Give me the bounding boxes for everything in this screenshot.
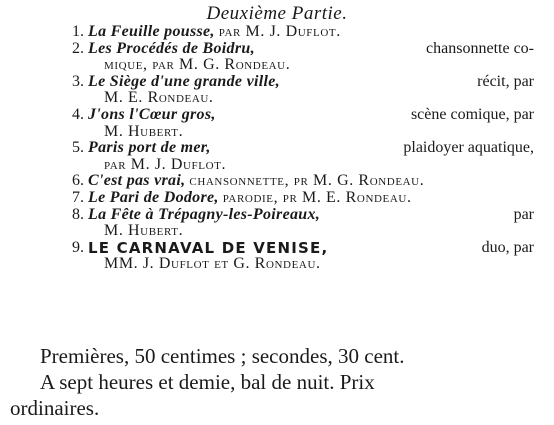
item-title: LE CARNAVAL DE VENISE,: [88, 238, 329, 257]
programme-item: [0, 207, 554, 240]
item-number: 3.: [72, 72, 84, 90]
item-number: 9.: [72, 238, 84, 256]
item-title: Les Procédés de Boidru,: [88, 39, 255, 57]
item-description: plaidoyer aquatique,: [403, 139, 534, 157]
programme-item: [0, 24, 554, 41]
item-title: J'ons l'Cœur gros,: [88, 105, 216, 123]
programme-item: [0, 107, 554, 140]
programme-list: [0, 24, 554, 273]
item-number: 1.: [72, 23, 84, 40]
ball-line-continued: ordinaires.: [10, 396, 100, 420]
item-description: duo, par: [481, 238, 534, 256]
item-credit: M. Hubert.: [104, 122, 184, 140]
item-title: Le Pari de Dodore,: [88, 188, 219, 206]
item-title: C'est pas vrai,: [88, 172, 186, 190]
item-credit: par M. J. Duflot.: [104, 155, 227, 173]
ball-line: A sept heures et demie, bal de nuit. Prix: [40, 370, 375, 394]
item-description: parodie, pr M. E. Rondeau.: [222, 188, 412, 206]
programme-item: [0, 41, 554, 74]
item-description: récit, par: [477, 72, 534, 90]
item-credit: MM. J. Duflot et G. Rondeau.: [104, 255, 321, 273]
item-description: chansonnette, pr M. G. Rondeau.: [189, 172, 425, 190]
programme-item: [0, 173, 554, 190]
item-number: 5.: [72, 139, 84, 157]
item-number: 2.: [72, 39, 84, 57]
item-title: La Feuille pousse,: [88, 23, 215, 40]
item-credit: mique, par M. G. Rondeau.: [104, 56, 291, 74]
item-title: Le Siège d'une grande ville,: [88, 72, 280, 90]
item-title: La Fête à Trépagny-les-Poireaux,: [88, 205, 321, 223]
programme-item: [0, 74, 554, 107]
item-credit: M. Hubert.: [104, 222, 184, 240]
item-number: 6.: [72, 172, 84, 190]
item-description: chansonnette co-: [426, 39, 534, 57]
item-number: 8.: [72, 205, 84, 223]
programme-item: [0, 240, 554, 273]
programme-item: [0, 140, 554, 173]
item-credit: par M. J. Duflot.: [218, 23, 341, 40]
item-title: Paris port de mer,: [88, 139, 211, 157]
item-number: 4.: [72, 105, 84, 123]
programme-item: [0, 190, 554, 207]
item-number: 7.: [72, 188, 84, 206]
price-line: Premières, 50 centimes ; secondes, 30 cent.: [40, 344, 405, 368]
item-description: scène comique, par: [410, 105, 534, 123]
item-credit: M. E. Rondeau.: [104, 89, 214, 107]
item-description: par: [513, 205, 534, 223]
section-heading: Deuxième Partie.: [206, 3, 348, 24]
